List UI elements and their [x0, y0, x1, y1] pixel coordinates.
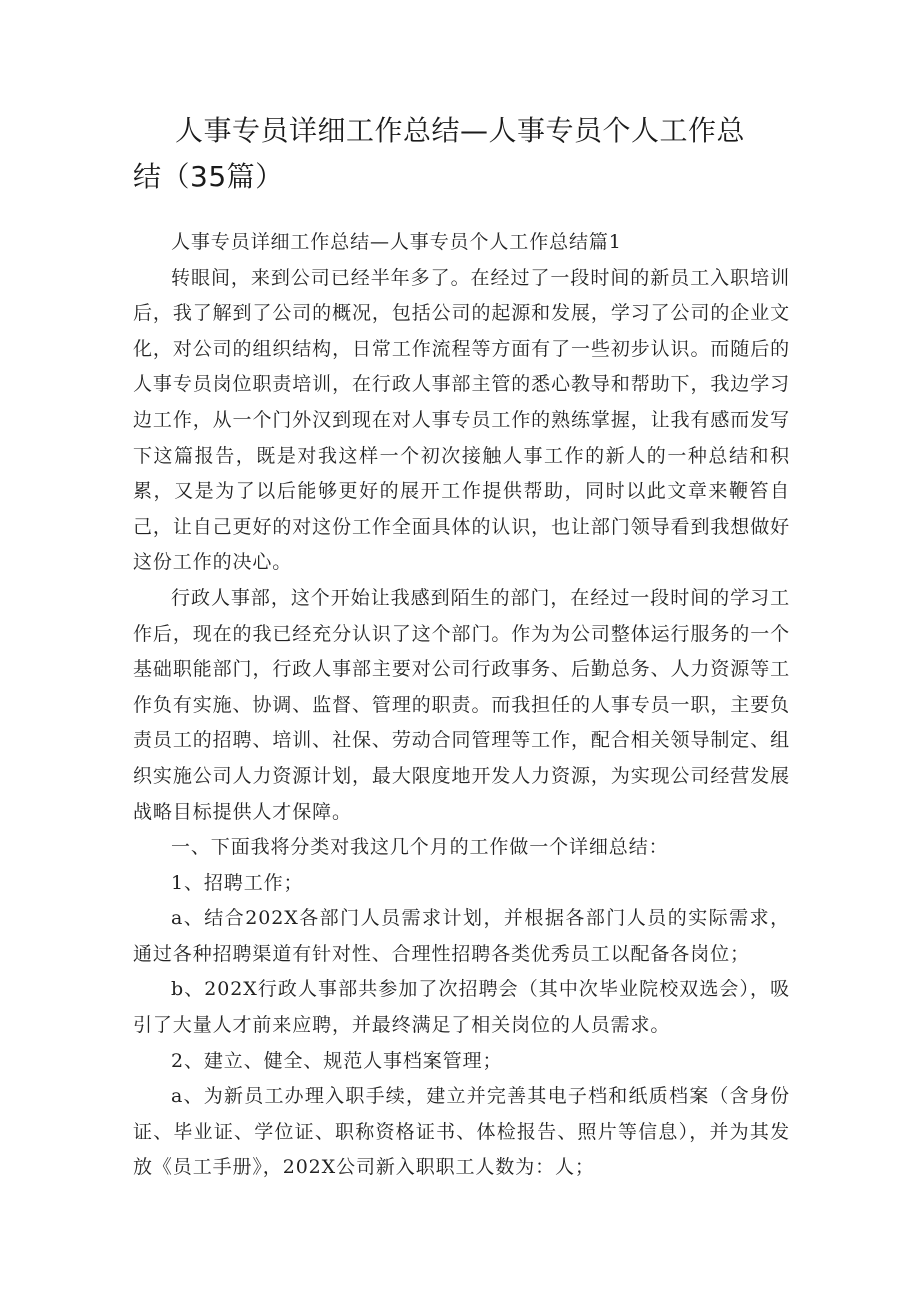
paragraph-department: 行政人事部，这个开始让我感到陌生的部门，在经过一段时间的学习工作后，现在的我已经充分认识了这个部门。作为为公司整体运行服务的一个基础职能部门，行政人事部主要对公司行政事务、后勤总务、人力资源等工作负有实施、协调、监督、管理的职责。而我担任的人事专员一职，主要负责员工的招聘、培训、社保、劳动合同管理等工作，配合相关领导制定、组织实施公司人力资源计划，最大限度地开发人力资源，为实现公司经营发展战略目标提供人才保障。 — [133, 586, 790, 823]
document-title: 人事专员详细工作总结—人事专员个人工作总结（35篇） — [133, 114, 746, 193]
list-item-recruitment-b: b、202X行政人事部共参加了次招聘会（其中次毕业院校双选会），吸引了大量人才前来应聘，并最终满足了相关岗位的人员需求。 — [133, 978, 790, 1037]
document-body — [133, 225, 790, 1186]
list-item-archives: 2、建立、健全、规范人事档案管理； — [171, 1049, 503, 1072]
list-item-recruitment-a: a、结合202X各部门人员需求计划，并根据各部门人员的实际需求，通过各种招聘渠道有针对性、合理性招聘各类优秀员工以配备各岗位； — [133, 907, 790, 965]
list-item-recruitment: 1、招聘工作； — [171, 871, 304, 894]
paragraph-summary-heading: 一、下面我将分类对我这几个月的工作做一个详细总结： — [171, 836, 669, 859]
section-heading: 人事专员详细工作总结—人事专员个人工作总结篇1 — [171, 231, 622, 253]
list-item-archives-a: a、为新员工办理入职手续，建立并完善其电子档和纸质档案（含身份证、毕业证、学位证、职称资格证书、体检报告、照片等信息），并为其发放《员工手册》，202X公司新入职职工人数为：人； — [133, 1085, 790, 1179]
paragraph-intro: 转眼间，来到公司已经半年多了。在经过了一段时间的新员工入职培训后，我了解到了公司的概况，包括公司的起源和发展，学习了公司的企业文化，对公司的组织结构，日常工作流程等方面有了一些初步认识。而随后的人事专员岗位职责培训，在行政人事部主管的悉心教导和帮助下，我边学习边工作，从一个门外汉到现在对人事专员工作的熟练掌握，让我有感而发写下这篇报告，既是对我这样一个初次接触人事工作的新人的一种总结和积累，又是为了以后能够更好的展开工作提供帮助，同时以此文章来鞭笞自己，让自己更好的对这份工作全面具体的认识，也让部门领导看到我想做好这份工作的决心。 — [133, 266, 790, 574]
